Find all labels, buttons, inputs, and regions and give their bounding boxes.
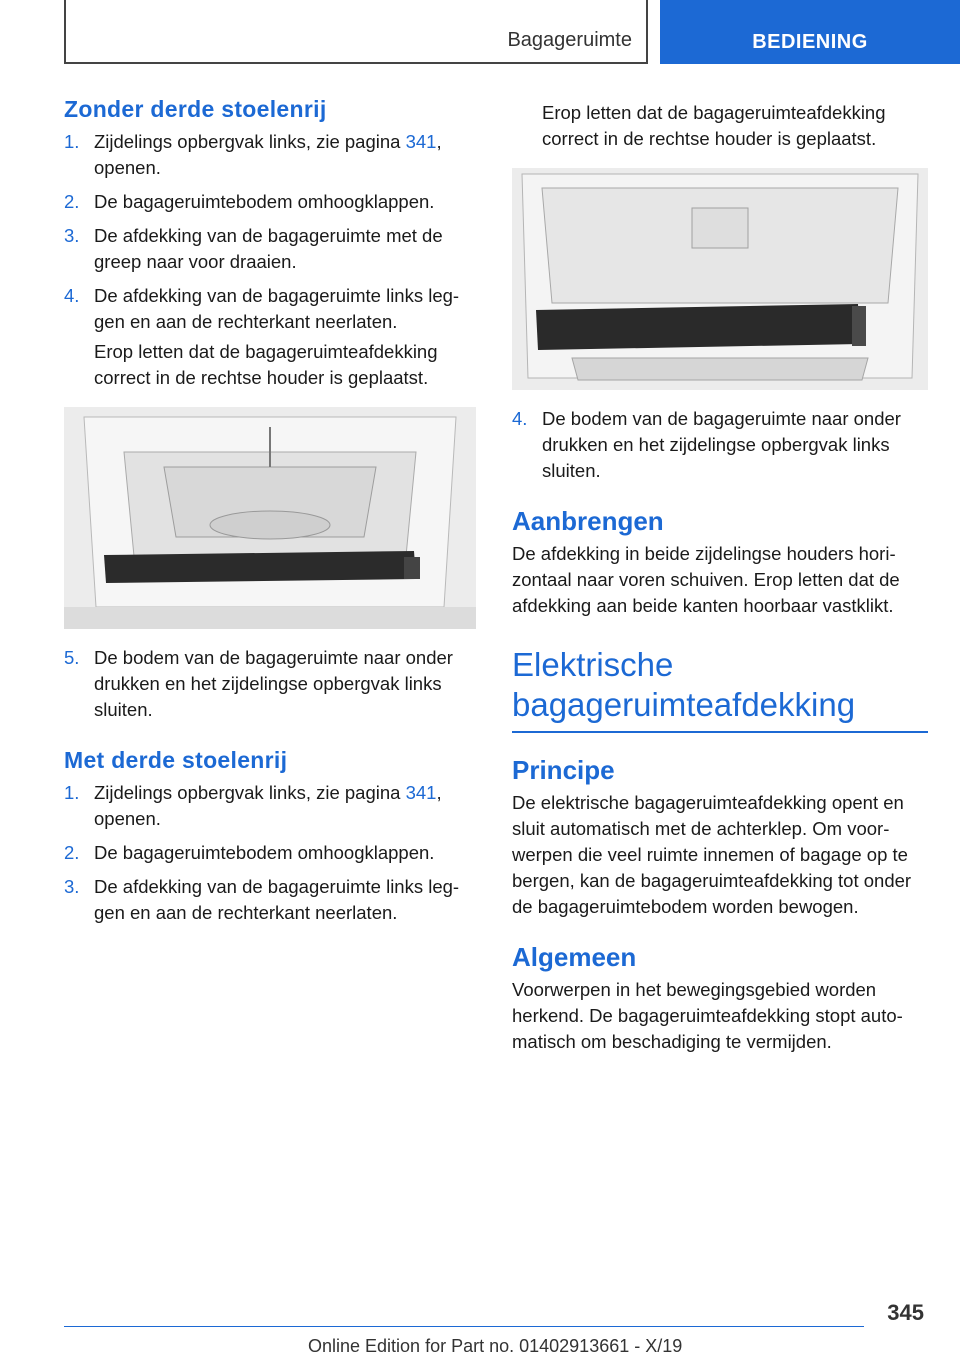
right-column	[512, 100, 928, 1055]
heading-algemeen: Algemeen	[512, 942, 637, 972]
chapter-heading	[512, 645, 928, 733]
heading-zonder-derde-stoelenrij: Zonder derde stoelenrij	[64, 96, 327, 122]
step-number: 5.	[64, 647, 80, 668]
edition-info: Online Edition for Part no. 01402913661 - X/19	[308, 1336, 683, 1356]
trunk-illustration-1	[64, 407, 476, 629]
step-text-tail: , openen.	[94, 131, 442, 178]
steps-list-1	[64, 129, 476, 335]
section-label: BEDIENING	[752, 31, 868, 53]
trunk-drawing-2	[512, 168, 928, 390]
chapter-heading-line1: Elektrische	[512, 646, 674, 683]
step-text: De afdekking van de bagageruimte links leggen en aan de rechterkant neerlaten.	[94, 285, 460, 332]
step-text: De bodem van de bagageruimte naar onder drukken en het zijdelingse opbergvak links sluiten.	[94, 647, 453, 720]
left-column	[64, 96, 476, 934]
chapter-heading-line2: bagageruimteafdekking	[512, 686, 856, 723]
step-text: De bagageruimtebodem omhoogklappen.	[94, 191, 435, 212]
footer-divider	[64, 1326, 864, 1327]
list-item	[64, 645, 476, 723]
page-number: 345	[887, 1300, 924, 1325]
step-text: De bagageruimtebodem omhoogklappen.	[94, 842, 435, 863]
list-item	[64, 840, 476, 866]
step-number: 4.	[64, 285, 80, 306]
step-number: 1.	[64, 782, 80, 803]
step-text: De afdekking van de bagageruimte links leggen en aan de rechterkant neerlaten.	[94, 876, 460, 923]
steps-list-1b	[64, 645, 476, 723]
step-number: 3.	[64, 876, 80, 897]
list-item	[512, 406, 928, 484]
step-number: 4.	[512, 408, 528, 429]
trunk-illustration-2	[512, 168, 928, 390]
section-tab[interactable]	[660, 0, 960, 64]
note-text: Erop letten dat de bagageruimteafdekking correct in de rechtse houder is geplaatst.	[94, 341, 438, 388]
principe-text: De elektrische bagageruimteafdekking opent en sluit automatisch met de achterklep. Om voorwerpen die veel ruimte innemen of bagage op te bergen, kan de bagageruimteafdekking tot onder de bagageruimtebodem worden bewogen.	[512, 792, 912, 917]
list-item	[64, 780, 476, 832]
list-item	[64, 223, 476, 275]
chapter-title: Bagageruimte	[507, 29, 632, 51]
heading-principe: Principe	[512, 755, 615, 785]
list-item	[64, 874, 476, 926]
page-link[interactable]: 341	[405, 782, 437, 803]
note-text: Erop letten dat de bagageruimteafdekking correct in de rechtse houder is geplaatst.	[542, 102, 886, 149]
trunk-drawing-1	[64, 407, 476, 629]
heading-aanbrengen: Aanbrengen	[512, 506, 664, 536]
steps-list-2	[64, 780, 476, 926]
step-number: 2.	[64, 842, 80, 863]
header-frame	[64, 0, 648, 64]
aanbrengen-text: De afdekking in beide zijdelingse houders horizontaal naar voren schuiven. Erop letten dat de afdekking aan beide kanten hoorbaar vastklikt.	[512, 543, 900, 616]
step-text-tail: , openen.	[94, 782, 442, 829]
step-number: 3.	[64, 225, 80, 246]
step-number: 1.	[64, 131, 80, 152]
steps-list-right	[512, 406, 928, 484]
algemeen-text: Voorwerpen in het bewegingsgebied worden herkend. De bagageruimteafdekking stopt automatisch om beschadiging te vermijden.	[512, 979, 903, 1052]
heading-met-derde-stoelenrij: Met derde stoelenrij	[64, 747, 288, 773]
step-number: 2.	[64, 191, 80, 212]
page-link[interactable]: 341	[405, 131, 437, 152]
step-text: De bodem van de bagageruimte naar onder drukken en het zijdelingse opbergvak links sluiten.	[542, 408, 901, 481]
step-text: Zijdelings opbergvak links, zie pagina	[94, 131, 406, 152]
list-item	[64, 283, 476, 335]
step-text: Zijdelings opbergvak links, zie pagina	[94, 782, 406, 803]
step-text: De afdekking van de bagageruimte met de greep naar voor draaien.	[94, 225, 443, 272]
list-item	[64, 189, 476, 215]
list-item	[64, 129, 476, 181]
